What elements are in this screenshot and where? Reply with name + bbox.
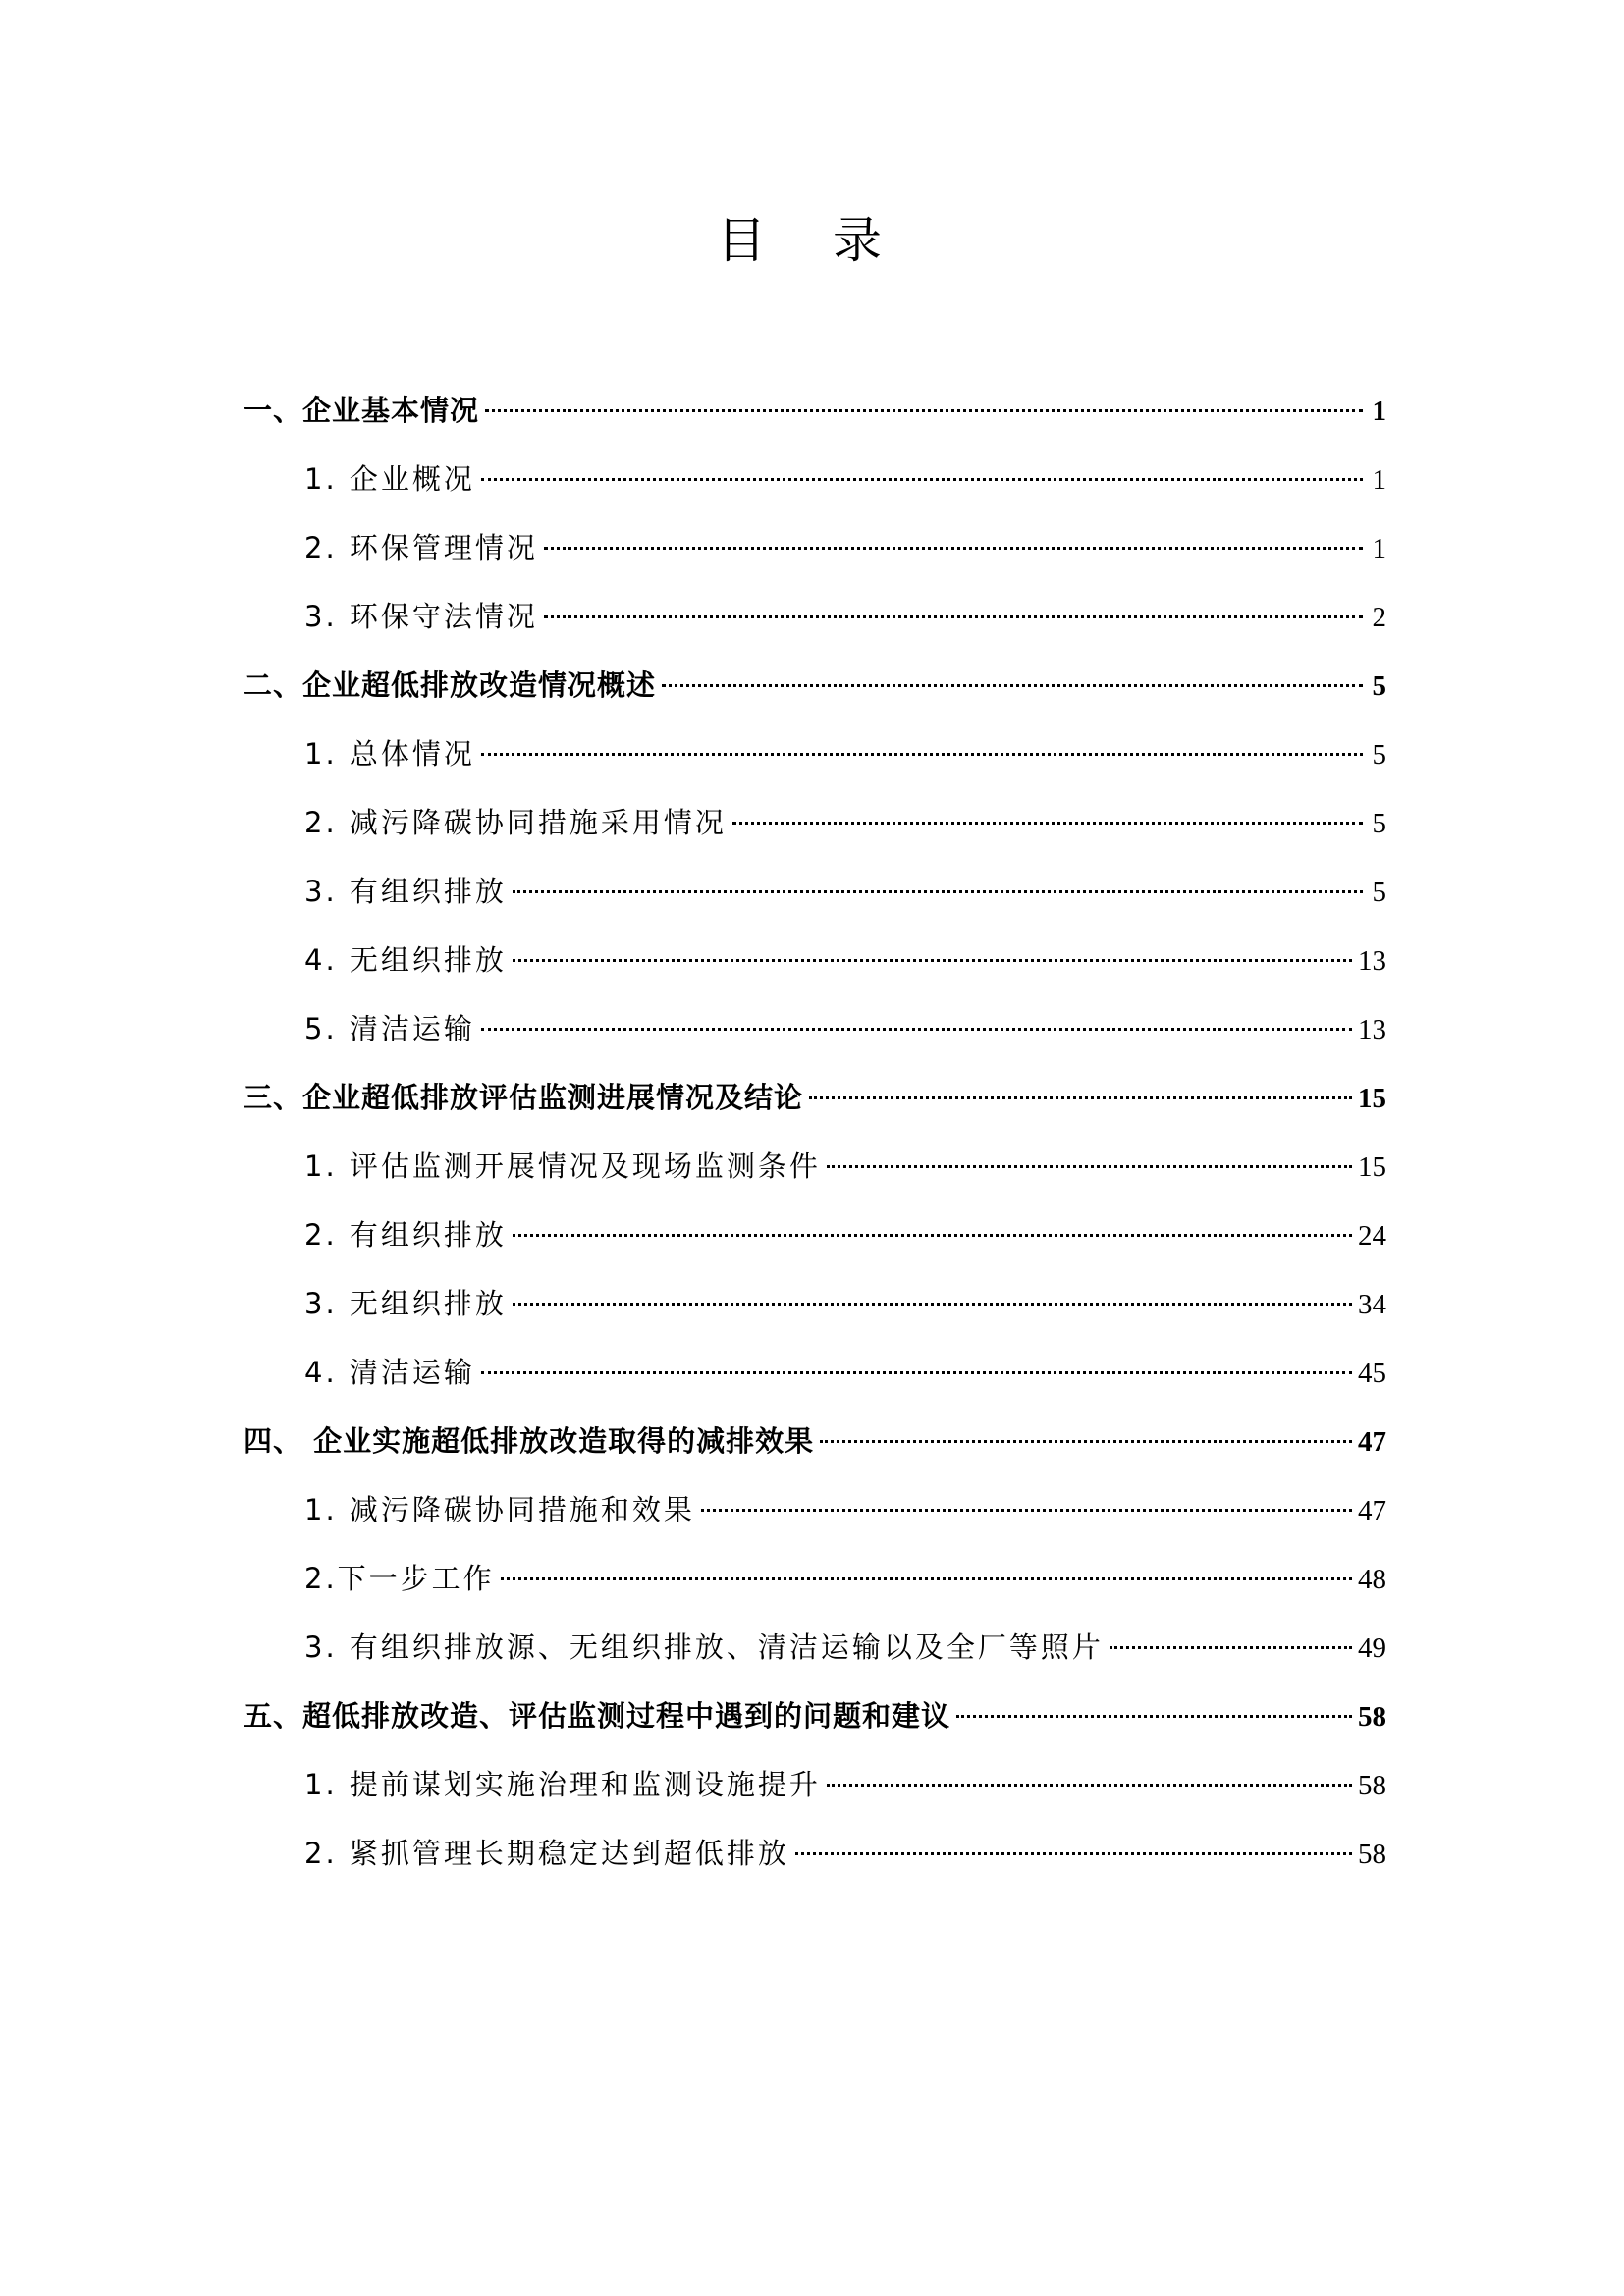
toc-dot-leader [513, 959, 1352, 962]
toc-entry-title: 4. 无组织排放 [304, 943, 507, 977]
toc-entry-title: 2. 减污降碳协同措施采用情况 [304, 806, 727, 839]
toc-entry-title: 四、 企业实施超低排放改造取得的减排效果 [244, 1424, 815, 1458]
toc-page-number: 15 [1358, 1151, 1386, 1183]
toc-dot-leader [809, 1096, 1352, 1099]
toc-section-entry[interactable] [244, 1063, 1386, 1132]
toc-subsection-entry[interactable] [244, 1269, 1386, 1338]
toc-entry-title: 五、超低排放改造、评估监测过程中遇到的问题和建议 [244, 1699, 951, 1733]
toc-dot-leader [701, 1509, 1352, 1512]
toc-subsection-entry[interactable] [244, 1338, 1386, 1407]
toc-subsection-entry[interactable] [244, 720, 1386, 788]
toc-page-number: 47 [1358, 1426, 1386, 1458]
toc-page-number: 1 [1372, 396, 1386, 427]
toc-subsection-entry[interactable] [244, 582, 1386, 651]
toc-entry-title: 5. 清洁运输 [304, 1012, 475, 1045]
toc-dot-leader [481, 478, 1363, 481]
toc-subsection-entry[interactable] [244, 445, 1386, 513]
toc-page-number: 47 [1358, 1495, 1386, 1526]
toc-subsection-entry[interactable] [244, 1750, 1386, 1819]
toc-subsection-entry[interactable] [244, 788, 1386, 857]
toc-subsection-entry[interactable] [244, 926, 1386, 994]
toc-subsection-entry[interactable] [244, 1544, 1386, 1613]
toc-dot-leader [1110, 1646, 1352, 1649]
toc-entry-title: 3. 无组织排放 [304, 1287, 507, 1320]
toc-page-number: 13 [1358, 945, 1386, 977]
toc-entry-title: 4. 清洁运输 [304, 1356, 475, 1389]
toc-entry-title: 2.下一步工作 [304, 1562, 495, 1595]
toc-page-number: 45 [1358, 1358, 1386, 1389]
toc-page-number: 5 [1372, 739, 1386, 771]
toc-dot-leader [827, 1784, 1352, 1787]
toc-page-number: 58 [1358, 1839, 1386, 1870]
toc-entry-title: 2. 紧抓管理长期稳定达到超低排放 [304, 1837, 789, 1870]
toc-dot-leader [956, 1715, 1352, 1718]
toc-page-number: 1 [1372, 533, 1386, 564]
toc-dot-leader [795, 1852, 1352, 1855]
toc-entry-title: 3. 有组织排放源、无组织排放、清洁运输以及全厂等照片 [304, 1630, 1104, 1664]
toc-entry-title: 1. 提前谋划实施治理和监测设施提升 [304, 1768, 821, 1801]
toc-entry-title: 三、企业超低排放评估监测进展情况及结论 [244, 1081, 804, 1114]
toc-dot-leader [501, 1577, 1352, 1580]
toc-dot-leader [662, 684, 1363, 687]
toc-entry-title: 2. 有组织排放 [304, 1218, 507, 1252]
toc-entry-title: 3. 环保守法情况 [304, 600, 538, 633]
page-title: 目 录 [717, 212, 907, 269]
toc-section-entry[interactable] [244, 1682, 1386, 1750]
toc-page-number: 1 [1372, 464, 1386, 496]
toc-entry-title: 3. 有组织排放 [304, 875, 507, 908]
table-of-contents [244, 376, 1386, 1888]
toc-page-number: 15 [1358, 1083, 1386, 1114]
toc-page-number: 5 [1372, 808, 1386, 839]
toc-subsection-entry[interactable] [244, 513, 1386, 582]
toc-dot-leader [513, 1234, 1352, 1237]
toc-page-number: 58 [1358, 1770, 1386, 1801]
toc-section-entry[interactable] [244, 651, 1386, 720]
toc-subsection-entry[interactable] [244, 1132, 1386, 1201]
toc-page-number: 49 [1358, 1632, 1386, 1664]
toc-subsection-entry[interactable] [244, 1819, 1386, 1888]
toc-subsection-entry[interactable] [244, 1201, 1386, 1269]
toc-page-number: 48 [1358, 1564, 1386, 1595]
toc-page-number: 13 [1358, 1014, 1386, 1045]
toc-page-number: 58 [1358, 1701, 1386, 1733]
toc-entry-title: 1. 评估监测开展情况及现场监测条件 [304, 1149, 821, 1183]
toc-dot-leader [485, 409, 1363, 412]
toc-page-number: 24 [1358, 1220, 1386, 1252]
toc-dot-leader [481, 753, 1363, 756]
toc-entry-title: 1. 总体情况 [304, 737, 475, 771]
toc-dot-leader [544, 547, 1363, 550]
toc-dot-leader [513, 1303, 1352, 1306]
toc-subsection-entry[interactable] [244, 1613, 1386, 1682]
toc-section-entry[interactable] [244, 1407, 1386, 1475]
toc-entry-title: 一、企业基本情况 [244, 394, 480, 427]
toc-dot-leader [827, 1165, 1352, 1168]
toc-subsection-entry[interactable] [244, 994, 1386, 1063]
toc-page-number: 34 [1358, 1289, 1386, 1320]
toc-subsection-entry[interactable] [244, 857, 1386, 926]
toc-dot-leader [544, 615, 1363, 618]
toc-page-number: 2 [1372, 602, 1386, 633]
toc-entry-title: 1. 企业概况 [304, 462, 475, 496]
toc-dot-leader [513, 890, 1363, 893]
toc-dot-leader [820, 1440, 1352, 1443]
toc-dot-leader [732, 822, 1363, 825]
toc-page-number: 5 [1372, 877, 1386, 908]
toc-page-number: 5 [1372, 670, 1386, 702]
toc-subsection-entry[interactable] [244, 1475, 1386, 1544]
toc-entry-title: 1. 减污降碳协同措施和效果 [304, 1493, 695, 1526]
toc-section-entry[interactable] [244, 376, 1386, 445]
toc-entry-title: 二、企业超低排放改造情况概述 [244, 668, 657, 702]
toc-dot-leader [481, 1371, 1352, 1374]
toc-dot-leader [481, 1028, 1352, 1031]
toc-entry-title: 2. 环保管理情况 [304, 531, 538, 564]
